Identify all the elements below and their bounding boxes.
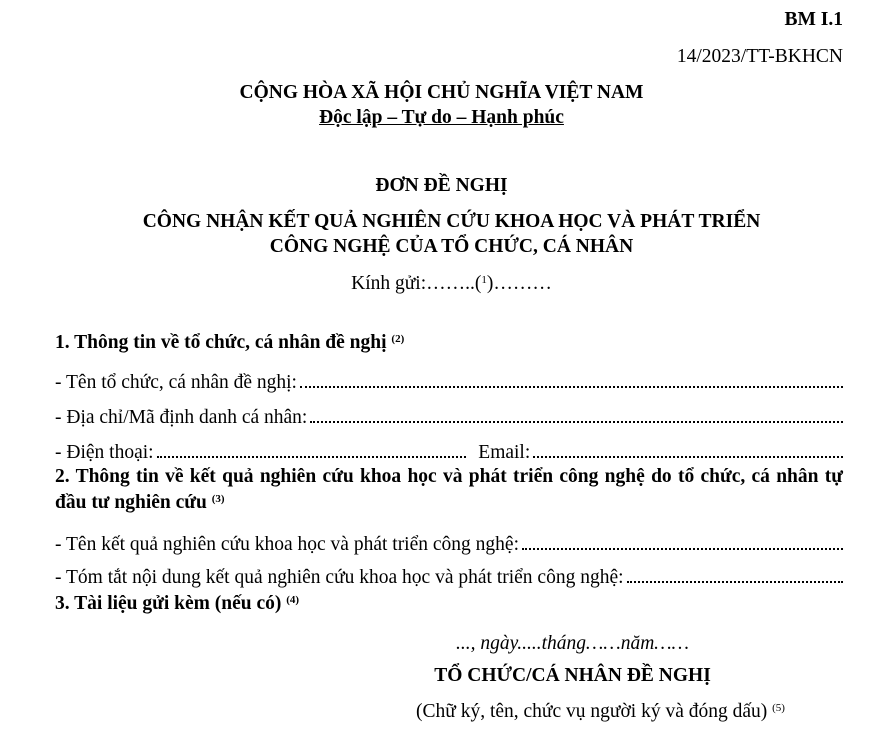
motto-text: Độc lập – Tự do – Hạnh phúc	[319, 107, 564, 128]
recipient-line	[0, 272, 883, 296]
name-field[interactable]	[55, 371, 843, 395]
section2-note: (3)	[211, 493, 225, 505]
signature-note: (5)	[772, 702, 785, 714]
summary-field[interactable]	[55, 566, 843, 590]
result-name-field[interactable]	[55, 533, 843, 557]
signature-instruction-text: (Chữ ký, tên, chức vụ người ký và đóng dấu)	[416, 701, 768, 722]
signature-title: TỔ CHỨC/CÁ NHÂN ĐỀ NGHỊ	[434, 665, 711, 686]
section1-heading	[55, 331, 843, 355]
recipient-label: Kính gửi:……..(	[351, 273, 482, 294]
recipient-note: 1	[481, 274, 487, 286]
form-subtitle-2: CÔNG NGHỆ CỦA TỔ CHỨC, CÁ NHÂN	[269, 236, 634, 257]
result-name-blank[interactable]	[522, 548, 843, 550]
section2-heading-text: 2. Thông tin về kết quả nghiên cứu khoa học và phát triển công nghệ do tổ chức, cá nhân tự đầu tư nghiên cứu	[55, 466, 843, 513]
name-label: - Tên tổ chức, cá nhân đề nghị:	[55, 372, 297, 393]
recipient-tail: )………	[486, 273, 552, 294]
signature-instruction	[416, 700, 846, 724]
summary-blank[interactable]	[627, 581, 843, 583]
section1-heading-text: 1. Thông tin về tổ chức, cá nhân đề nghị	[55, 332, 387, 353]
address-blank[interactable]	[310, 421, 843, 423]
form-code: BM I.1	[784, 9, 843, 30]
phone-label: - Điện thoại:	[55, 442, 154, 463]
signature-date: ..., ngày.....tháng……năm……	[456, 633, 689, 654]
circular-number: 14/2023/TT-BKHCN	[676, 46, 843, 67]
email-label: Email:	[478, 442, 531, 463]
name-blank[interactable]	[300, 386, 843, 388]
form-subtitle-1: CÔNG NHẬN KẾT QUẢ NGHIÊN CỨU KHOA HỌC VÀ PHÁT TRIỂN	[142, 211, 761, 232]
section1-note: (2)	[391, 333, 405, 345]
nation-header: CỘNG HÒA XÃ HỘI CHỦ NGHĨA VIỆT NAM	[239, 82, 644, 103]
email-blank[interactable]	[533, 456, 843, 458]
section3-heading	[55, 592, 843, 616]
result-name-label: - Tên kết quả nghiên cứu khoa học và phát triển công nghệ:	[55, 534, 519, 555]
address-label: - Địa chỉ/Mã định danh cá nhân:	[55, 407, 308, 428]
section3-heading-text: 3. Tài liệu gửi kèm (nếu có)	[55, 593, 282, 614]
phone-blank[interactable]	[157, 456, 467, 458]
section2-heading	[55, 464, 843, 516]
form-title: ĐƠN ĐỀ NGHỊ	[375, 175, 508, 196]
summary-label: - Tóm tắt nội dung kết quả nghiên cứu khoa học và phát triển công nghệ:	[55, 567, 624, 588]
contact-fields	[55, 441, 843, 465]
motto	[0, 106, 883, 130]
address-field[interactable]	[55, 406, 843, 430]
section3-note: (4)	[286, 594, 300, 606]
